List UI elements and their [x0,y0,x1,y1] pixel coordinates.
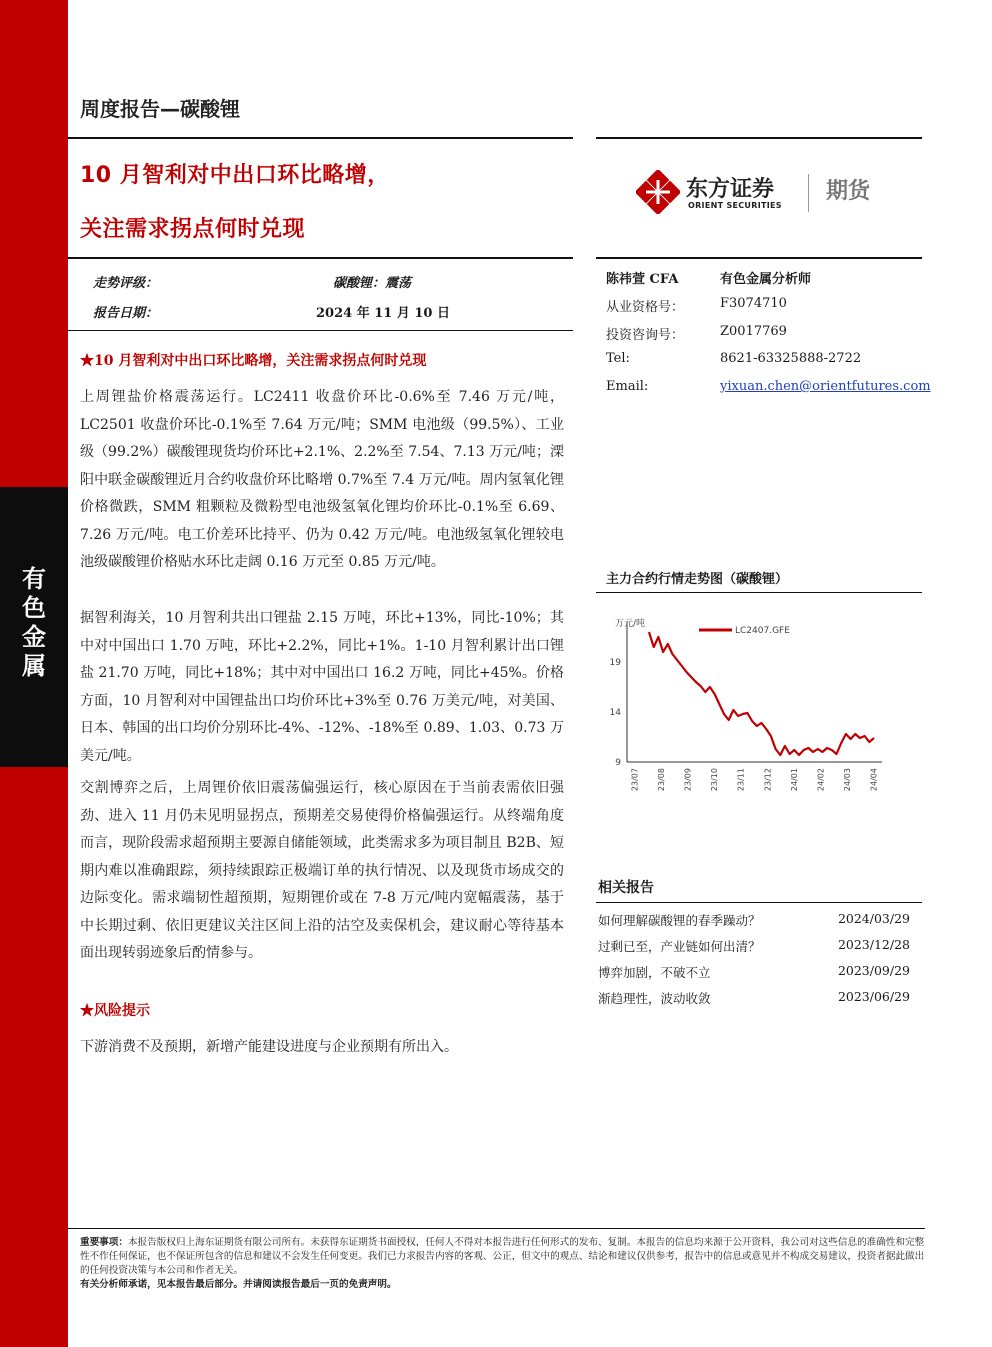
invest-label: 投资咨询号： [606,328,685,343]
price-trend-chart [596,610,896,810]
sidebar-sector-label [0,565,68,681]
disclaimer-note: 有关分析师承诺，见本报告最后部分。并请阅读报告最后一页的免责声明。 [80,1279,397,1290]
chart-x-tick-label: 23/08 [657,768,667,792]
chart-x-tick-label: 24/03 [842,768,852,792]
related-rule [596,902,922,903]
chart-series-line [649,632,874,755]
related-report-date: 2023/06/29 [837,989,910,1004]
rating-value: 碳酸锂：震荡 [333,276,412,291]
logo-separator [808,174,809,212]
chart-x-tick-label: 24/02 [816,768,826,792]
logo-name-en: ORIENT SECURITIES [688,201,782,210]
date-label: 报告日期： [93,306,159,321]
related-report-title[interactable]: 过剩已至，产业链如何出清？ [598,939,761,954]
analyst-title: 有色金属分析师 [720,272,812,287]
orient-securities-logo [636,168,876,218]
chart-x-tick-label: 23/12 [763,768,773,792]
main-title-line1: 10 月智利对中出口环比略增， [80,163,390,188]
title-rule-left [68,257,573,259]
sidebar-char: 有 [22,565,46,593]
related-report-title[interactable]: 如何理解碳酸锂的春季躁动？ [598,913,761,928]
title-rule-right [596,257,922,259]
chart-y-label: 万元/吨 [615,619,646,629]
related-report-title[interactable]: 渐趋理性，波动收敛 [598,991,711,1006]
email-link[interactable]: yixuan.chen@orientfutures.com [720,379,931,394]
sidebar-char: 金 [22,623,46,651]
logo-mark-icon [636,170,680,214]
chart-x-tick-label: 23/07 [630,768,640,792]
header-rule-right [596,137,922,139]
paragraph-chile-exports: 据智利海关，10 月智利共出口锂盐 2.15 万吨，环比+13%，同比-10%；其中对中国出口 1.70 万吨，环比+2.2%，同比+1%。1-10 月智利累计出口锂盐 21.70 万吨，同比+18%；其中对中国出口 16.2 万吨，同比+45%。价格方面，10 月智利对中国锂盐出口均价环比+3%至 0.76 万美元/吨，对美国、日本、韩国的出口均价分别环比-4%、-12%、-18%至 0.89、1.03、0.73 万美元/吨。 [80,610,564,764]
footer-rule [68,1228,925,1229]
tel-label: Tel: [606,351,630,366]
paragraph-risk: 下游消费不及预期，新增产能建设进度与企业预期有所出入。 [80,1039,458,1055]
chart-y-tick-label: 9 [615,758,621,768]
related-report-date: 2023/12/28 [837,937,910,952]
date-value: 2024 年 11 月 10 日 [316,306,450,321]
main-title-line2: 关注需求拐点何时兑现 [80,217,306,242]
header-rule-left [68,137,573,139]
paragraph-outlook: 交割博弈之后，上周锂价依旧震荡偏强运行，核心原因在于当前表需依旧强劲、进入 11 月仍未见明显拐点，预期差交易使得价格偏强运行。从终端角度而言，现阶段需求超预期主要源自储能领域，此类需求多为项目制且 B2B、短期内难以准确跟踪，须持续跟踪正极端订单的执行情况、以及现货市场成交的边际变化。需求端韧性超预期，短期锂价或在 7-8 万元/吨内宽幅震荡，基于中长期过剩、依旧更建议关注区间上沿的沽空及卖保机会，建议耐心等待基本面出现转弱迹象后酌情参与。 [80,780,564,961]
chart-legend-label: LC2407.GFE [735,626,790,636]
related-report-date: 2023/09/29 [837,963,910,978]
related-report-title[interactable]: 博弈加剧，不破不立 [598,965,711,980]
related-report-item[interactable] [598,911,910,929]
paragraph-market: 上周锂盐价格震荡运行。LC2411 收盘价环比-0.6%至 7.46 万元/吨，LC2501 收盘价环比-0.1%至 7.64 万元/吨；SMM 电池级（99.5%）、工业级（99.2%）碳酸锂现货均价环比+2.1%、2.2%至 7.54、7.13 万元/吨；溧阳中联金碳酸锂近月合约收盘价环比略增 0.7%至 7.4 万元/吨。周内氢氧化锂价格微跌，SMM 粗颗粒及微粉型电池级氢氧化锂均价环比-0.1%至 6.69、7.26 万元/吨。电工价差环比持平、仍为 0.42 万元/吨。电池级氢氧化锂较电池级碳酸锂价格贴水环比走阔 0.16 万元至 0.85 万元/吨。 [80,389,564,570]
related-report-item[interactable] [598,989,910,1007]
chart-x-tick-label: 24/01 [789,768,799,792]
sidebar-char: 属 [22,652,46,680]
email-label: Email: [606,379,649,394]
tel-value: 8621-63325888-2722 [720,351,862,366]
section-heading-summary: ★10 月智利对中出口环比略增，关注需求拐点何时兑现 [80,353,427,369]
related-report-item[interactable] [598,963,910,981]
logo-name-cn: 东方证券 [686,177,775,202]
related-reports-title: 相关报告 [598,880,654,896]
qual-value: F3074710 [720,296,787,311]
sidebar-char: 色 [22,594,46,622]
disclaimer-text: 本报告版权归上海东证期货有限公司所有。未获得东证期货书面授权，任何人不得对本报告进行任何形式的发布、复制。本报告的信息均来源于公开资料，我公司对这些信息的准确性和完整性不作任何保证，也不保证所包含的信息和建议不会发生任何变更。我们已力求报告内容的客观、公正，但文中的观点、结论和建议仅供参考，报告中的信息或意见并不构成交易建议，投资者据此做出的任何投资决策与本公司和作者无关。 [80,1237,925,1276]
analyst-name: 陈祎萱 CFA [606,272,679,287]
chart-title: 主力合约行情走势图（碳酸锂） [606,572,789,587]
disclaimer-label: 重要事项： [80,1237,128,1248]
related-report-date: 2024/03/29 [837,911,910,926]
related-report-item[interactable] [598,937,910,955]
chart-x-tick-label: 23/11 [736,768,746,792]
disclaimer-footer [80,1236,925,1292]
chart-y-tick-label: 19 [609,658,621,668]
report-type-title: 周度报告—碳酸锂 [80,97,240,121]
logo-suffix: 期货 [826,179,871,204]
chart-x-tick-label: 24/04 [869,768,879,792]
meta-rule [68,330,573,331]
chart-title-rule [596,592,922,593]
qual-label: 从业资格号： [606,300,685,315]
chart-x-tick-label: 23/10 [710,768,720,792]
chart-y-tick-label: 14 [609,708,621,718]
chart-x-tick-label: 23/09 [683,768,693,792]
invest-value: Z0017769 [720,324,787,339]
rating-label: 走势评级： [93,276,159,291]
section-heading-risk: ★风险提示 [80,1003,150,1019]
